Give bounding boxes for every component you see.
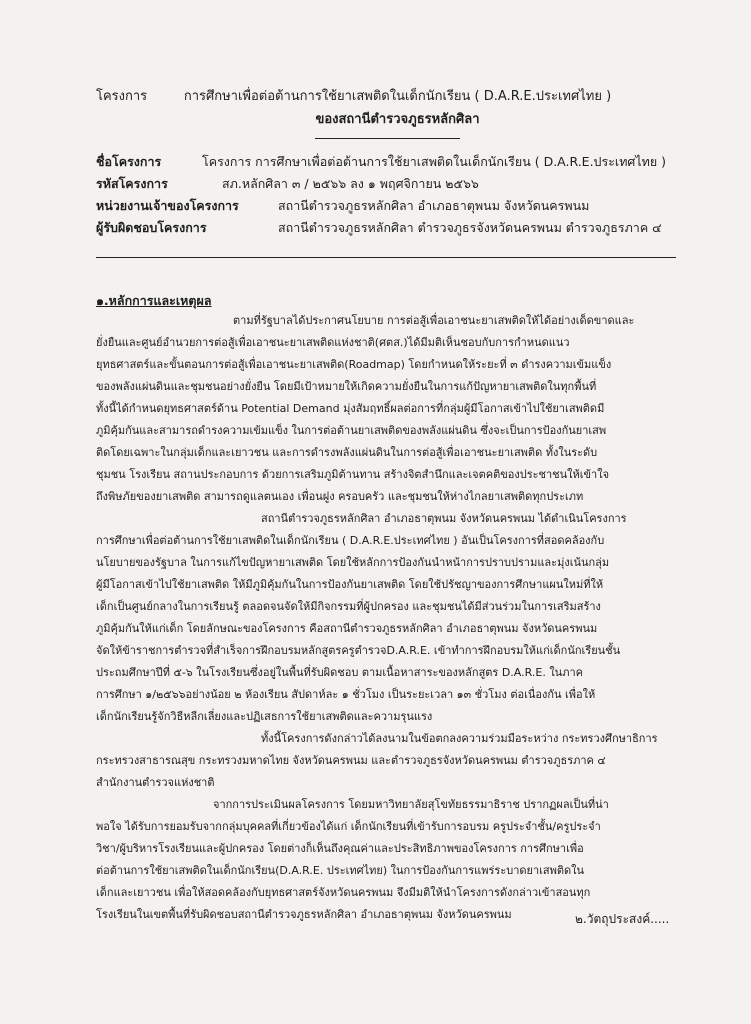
- paragraph-line: เด็กนักเรียนรู้จักวิธีหลีกเลี่ยงและปฏิเสธการใช้ยาเสพติดและความรุนแรง: [96, 710, 433, 723]
- paragraph-line: การศึกษาเพื่อต่อต้านการใช้ยาเสพติดในเด็กนักเรียน ( D.A.R.E.ประเทศไทย ) อันเป็นโครงการที่สอดคล้องกับ: [96, 534, 605, 547]
- paragraph-line: เด็กเป็นศูนย์กลางในการเรียนรู้ ตลอดจนจัดให้มีกิจกรรมที่ผู้ปกครอง และชุมชนได้มีส่วนร่วมในการเสริมสร้าง: [96, 600, 601, 613]
- paragraph-line: วิชา/ผู้บริหารโรงเรียนและผู้ปกครอง โดยต่างก็เห็นถึงคุณค่าและประสิทธิภาพของโครงการ การศึกษาเพื่อ: [96, 842, 584, 855]
- paragraph-line: ยั่งยืนและศูนย์อำนวยการต่อสู้เพื่อเอาชนะยาเสพติดแห่งชาติ(ศตส.)ได้มีมติเห็นชอบกับการกำหนดแนว: [96, 336, 570, 349]
- paragraph-line: ชุมชน โรงเรียน สถานประกอบการ ด้วยการเสริมภูมิต้านทาน สร้างจิตสำนึกและเจตคติของประชาชนให้เข้าใจ: [96, 468, 610, 481]
- paragraph-line: เด็กและเยาวชน เพื่อให้สอดคล้องกับยุทธศาสตร์จังหวัดนครพนม จึงมีมติให้นำโครงการดังกล่าวเข้าสอนทุก: [96, 886, 591, 899]
- paragraph-line: ทั้งนี้ได้กำหนดยุทธศาสตร์ด้าน Potential Demand มุ่งสัมฤทธิ์ผลต่อการที่กลุ่มผู้มีโอกาสเข้าไปใช้ยาเสพติดมี: [96, 402, 605, 415]
- info-value: สภ.หลักศิลา ๓ / ๒๕๖๖ ลง ๑ พฤศจิกายน ๒๕๖๖: [222, 176, 479, 191]
- paragraph-line: ติดโดยเฉพาะในกลุ่มเด็กและเยาวชน และการดำรงพลังแผ่นดินในการต่อสู้เพื่อเอาชนะยาเสพติด ทั้งในระดับ: [96, 446, 598, 459]
- header-title-line1: การศึกษาเพื่อต่อต้านการใช้ยาเสพติดในเด็กนักเรียน ( D.A.R.E.ประเทศไทย ): [183, 89, 612, 104]
- paragraph-line: พอใจ ได้รับการยอมรับจากกลุ่มบุคคลที่เกี่ยวข้องได้แก่ เด็กนักเรียนที่เข้ารับการอบรม ครูประจำชั้น/ครูประจำ: [96, 820, 601, 833]
- paragraph-line: ต่อต้านการใช้ยาเสพติดในเด็กนักเรียน(D.A.R.E. ประเทศไทย) ในการป้องกันการแพร่ระบาดยาเสพติดใน: [96, 864, 585, 877]
- info-label: ชื่อโครงการ: [96, 154, 162, 169]
- paragraph-line: กระทรวงสาธารณสุข กระทรวงมหาดไทย จังหวัดนครพนม และตำรวจภูธรจังหวัดนครพนม ตำรวจภูธรภาค ๔: [96, 754, 606, 767]
- header-underline: [315, 138, 460, 139]
- info-value: สถานีตำรวจภูธรหลักศิลา อำเภอธาตุพนม จังหวัดนครพนม: [278, 198, 590, 213]
- paragraph-line: ของพลังแผ่นดินและชุมชนอย่างยั่งยืน โดยมีเป้าหมายให้เกิดความยั่งยืนในการแก้ปัญหายาเสพติดในทุกพื้นที่: [96, 380, 597, 393]
- info-value: โครงการ การศึกษาเพื่อต่อต้านการใช้ยาเสพติดในเด็กนักเรียน ( D.A.R.E.ประเทศไทย ): [202, 154, 667, 169]
- paragraph-line: ภูมิคุ้มกันให้แก่เด็ก โดยลักษณะของโครงการ คือสถานีตำรวจภูธรหลักศิลา อำเภอธาตุพนม จังหวัดนครพนม: [96, 622, 598, 635]
- paragraph-line: นโยบายของรัฐบาล ในการแก้ไขปัญหายาเสพติด โดยใช้หลักการป้องกันนำหน้าการปราบปรามและมุ่งเน้นกลุ่ม: [96, 556, 610, 569]
- paragraph-line: ผู้มีโอกาสเข้าไปใช้ยาเสพติด ให้มีภูมิคุ้มกันในการป้องกันยาเสพติด โดยใช้ปรัชญาของการศึกษาแผนใหม่ที่ให้: [96, 578, 604, 591]
- paragraph-line: ประถมศึกษาปีที่ ๕-๖ ในโรงเรียนซึ่งอยู่ในพื้นที่รับผิดชอบ ตามเนื้อหาสาระของหลักสูตร D.A.R.E. ในภาค: [96, 666, 583, 679]
- header-title-line2: ของสถานีตำรวจภูธรหลักศิลา: [315, 112, 480, 127]
- paragraph-line: การศึกษา ๑/๒๕๖๖อย่างน้อย ๒ ห้องเรียน สัปดาห์ละ ๑ ชั่วโมง เป็นระยะเวลา ๑๓ ชั่วโมง ต่อเนื่องกัน เพื่อให้: [96, 688, 596, 701]
- info-value: สถานีตำรวจภูธรหลักศิลา ตำรวจภูธรจังหวัดนครพนม ตำรวจภูธรภาค ๔: [278, 220, 662, 235]
- section-heading: ๑.หลักการและเหตุผล: [96, 293, 212, 308]
- paragraph-line: ตามที่รัฐบาลได้ประกาศนโยบาย การต่อสู้เพื่อเอาชนะยาเสพติดให้ได้อย่างเด็ดขาดและ: [233, 314, 635, 327]
- paragraph-line: จัดให้ข้าราชการตำรวจที่สำเร็จการฝึกอบรมหลักสูตรครูตำรวจD.A.R.E. เข้าทำการฝึกอบรมให้แก่เด็กนักเรียนชั้น: [96, 644, 621, 657]
- info-label: ผู้รับผิดชอบโครงการ: [96, 220, 207, 235]
- info-label: หน่วยงานเจ้าของโครงการ: [96, 198, 239, 213]
- paragraph-line: โรงเรียนในเขตพื้นที่รับผิดชอบสถานีตำรวจภูธรหลักศิลา อำเภอธาตุพนม จังหวัดนครพนม: [96, 908, 512, 921]
- info-label: รหัสโครงการ: [96, 176, 168, 191]
- paragraph-line: ยุทธศาสตร์และขั้นตอนการต่อสู้เพื่อเอาชนะยาเสพติด(Roadmap) โดยกำหนดให้ระยะที่ ๓ ดำรงความเข้มแข็ง: [96, 358, 612, 371]
- paragraph-line: สำนักงานตำรวจแห่งชาติ: [96, 776, 215, 789]
- paragraph-line: ภูมิคุ้มกันและสามารถดำรงความเข้มแข็ง ในการต่อต้านยาเสพติดของพลังแผ่นดิน ซึ่งจะเป็นการป้องกันยาเสพ: [96, 424, 607, 437]
- paragraph-line: ทั้งนี้โครงการดังกล่าวได้ลงนามในข้อตกลงความร่วมมือระหว่าง กระทรวงศึกษาธิการ: [261, 732, 658, 745]
- paragraph-line: ถึงพิษภัยของยาเสพติด สามารถดูแลตนเอง เพื่อนฝูง ครอบครัว และชุมชนให้ห่างไกลยาเสพติดทุกประเภท: [96, 490, 584, 503]
- header-tag: โครงการ: [96, 89, 148, 104]
- paragraph-line: จากการประเมินผลโครงการ โดยมหาวิทยาลัยสุโขทัยธรรมาธิราช ปรากฏผลเป็นที่น่า: [213, 798, 609, 811]
- continuation-note: ๒.วัตถุประสงค์.....: [575, 912, 670, 926]
- paragraph-line: สถานีตำรวจภูธรหลักศิลา อำเภอธาตุพนม จังหวัดนครพนม ได้ดำเนินโครงการ: [261, 512, 627, 525]
- section-divider: [96, 257, 676, 258]
